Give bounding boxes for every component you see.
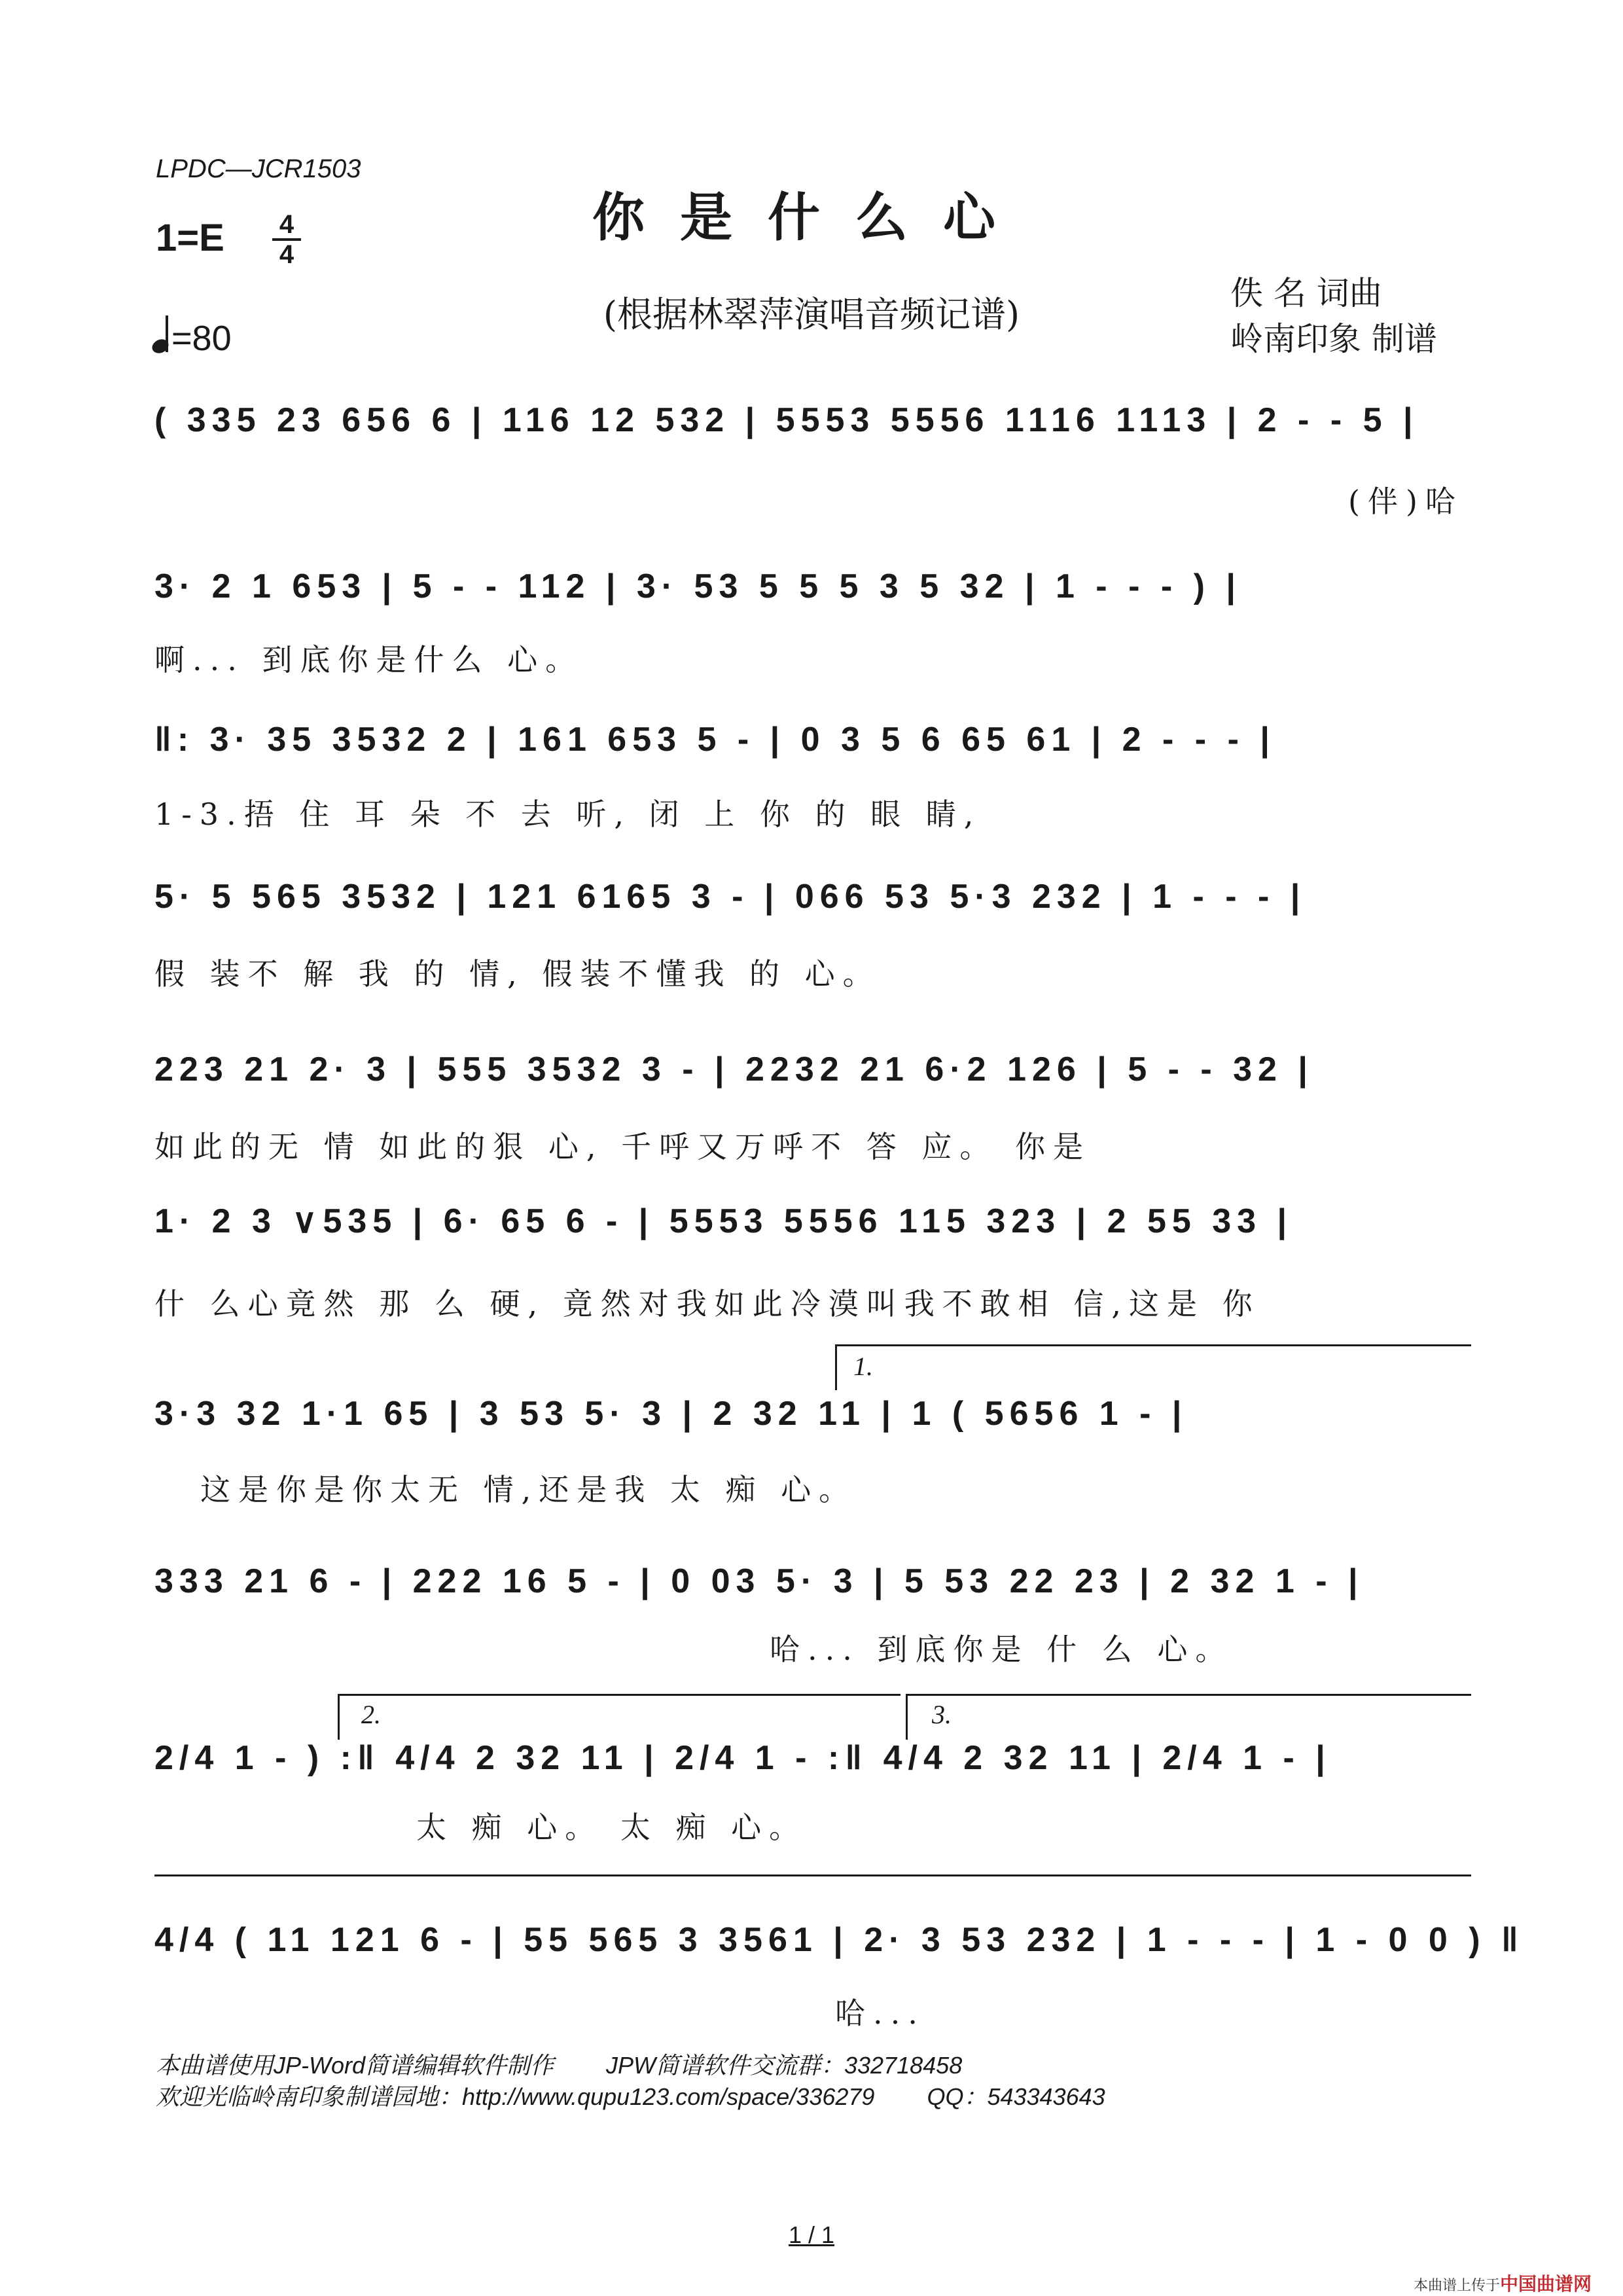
lyric-line: 假 装不 解 我 的 情, 假装不懂我 的 心。 [154, 956, 881, 992]
lyric-line: 这是你是你太无 情,还是我 太 痴 心。 [200, 1472, 857, 1507]
time-sig-numerator: 4 [279, 210, 294, 239]
score-system: 4/4 ( 11 121 6 - | 55 565 3 3561 | 2· 3 53 232 | 1 - - - | 1 - 0 0 ) ‖ [154, 1921, 1524, 1959]
score-system: ( 335 23 656 6 | 116 12 532 | 5553 5556 1116 1113 | 2 - - 5 | [154, 401, 1419, 439]
tempo-value: =80 [171, 319, 232, 358]
website-credit: 欢迎光临岭南印象制谱园地：http://www.qupu123.com/space/336279 QQ：543343643 [156, 2083, 1105, 2110]
song-title: 你是什么心 [592, 187, 1031, 248]
score-system: 333 21 6 - | 222 16 5 - | 0 03 5· 3 | 5 53 22 23 | 2 32 1 - | [154, 1562, 1364, 1600]
software-credit: 本曲谱使用JP-Word简谱编辑软件制作 JPW简谱软件交流群：332718458 [156, 2052, 963, 2079]
score-system: ‖: 3· 35 3532 2 | 161 653 5 - | 0 3 5 6 65 61 | 2 - - - | [154, 721, 1275, 759]
lyricist-composer: 佚 名 词曲 [1230, 274, 1382, 312]
song-subtitle: (根据林翠萍演唱音频记谱) [603, 294, 1020, 335]
score-system: 1· 2 3 ∨535 | 6· 65 6 - | 5553 5556 115 323 | 2 55 33 | [154, 1202, 1293, 1240]
score-system: 3· 2 1 653 | 5 - - 112 | 3· 53 5 5 5 3 5 32 | 1 - - - ) | [154, 567, 1241, 605]
key-signature: 1=E [156, 217, 224, 259]
brand-logo: 中国曲谱网 [1500, 2274, 1592, 2294]
lyric-line: 啊... 到底你是什么 心。 [154, 642, 584, 677]
lyric-line: 哈... 到底你是 什 么 心。 [770, 1632, 1234, 1667]
lyric-line: 如此的无 情 如此的狠 心, 千呼又万呼不 答 应。 你是 [154, 1129, 1091, 1164]
volta-number: 3. [932, 1700, 952, 1729]
tempo-marking [152, 318, 232, 359]
page-number: 1 / 1 [788, 2221, 835, 2248]
time-signature [272, 211, 301, 268]
lyric-line: 太 痴 心。 太 痴 心。 [416, 1810, 808, 1845]
volta-number: 1. [853, 1352, 873, 1381]
score-system: 223 21 2· 3 | 555 3532 3 - | 2232 21 6·2 126 | 5 - - 32 | [154, 1050, 1313, 1088]
score-system: 2/4 1 - ) :‖ 4/4 2 32 11 | 2/4 1 - :‖ 4/4 2 32 11 | 2/4 1 - | [154, 1739, 1331, 1777]
lyric-line: 1-3.捂 住 耳 朵 不 去 听, 闭 上 你 的 眼 睛, [154, 797, 982, 832]
score-system: 3·3 32 1·1 65 | 3 53 5· 3 | 2 32 11 | 1 ( 5656 1 - | [154, 1395, 1188, 1433]
score-system: 5· 5 565 3532 | 121 6165 3 - | 066 53 5·3 232 | 1 - - - | [154, 878, 1306, 916]
lyric-line: (伴)哈 [1348, 484, 1463, 519]
score-code: LPDC—JCR1503 [156, 154, 361, 183]
volta-number: 2. [361, 1700, 381, 1729]
lyric-line: 哈... [835, 1996, 925, 2031]
arranger: 岭南印象 制谱 [1230, 320, 1437, 358]
time-sig-denominator: 4 [272, 238, 301, 268]
lyric-line: 什 么心竟然 那 么 硬, 竟然对我如此冷漠叫我不敢相 信,这是 你 [154, 1286, 1260, 1321]
watermark: 本曲谱上传于中国曲谱网 [1414, 2274, 1592, 2294]
